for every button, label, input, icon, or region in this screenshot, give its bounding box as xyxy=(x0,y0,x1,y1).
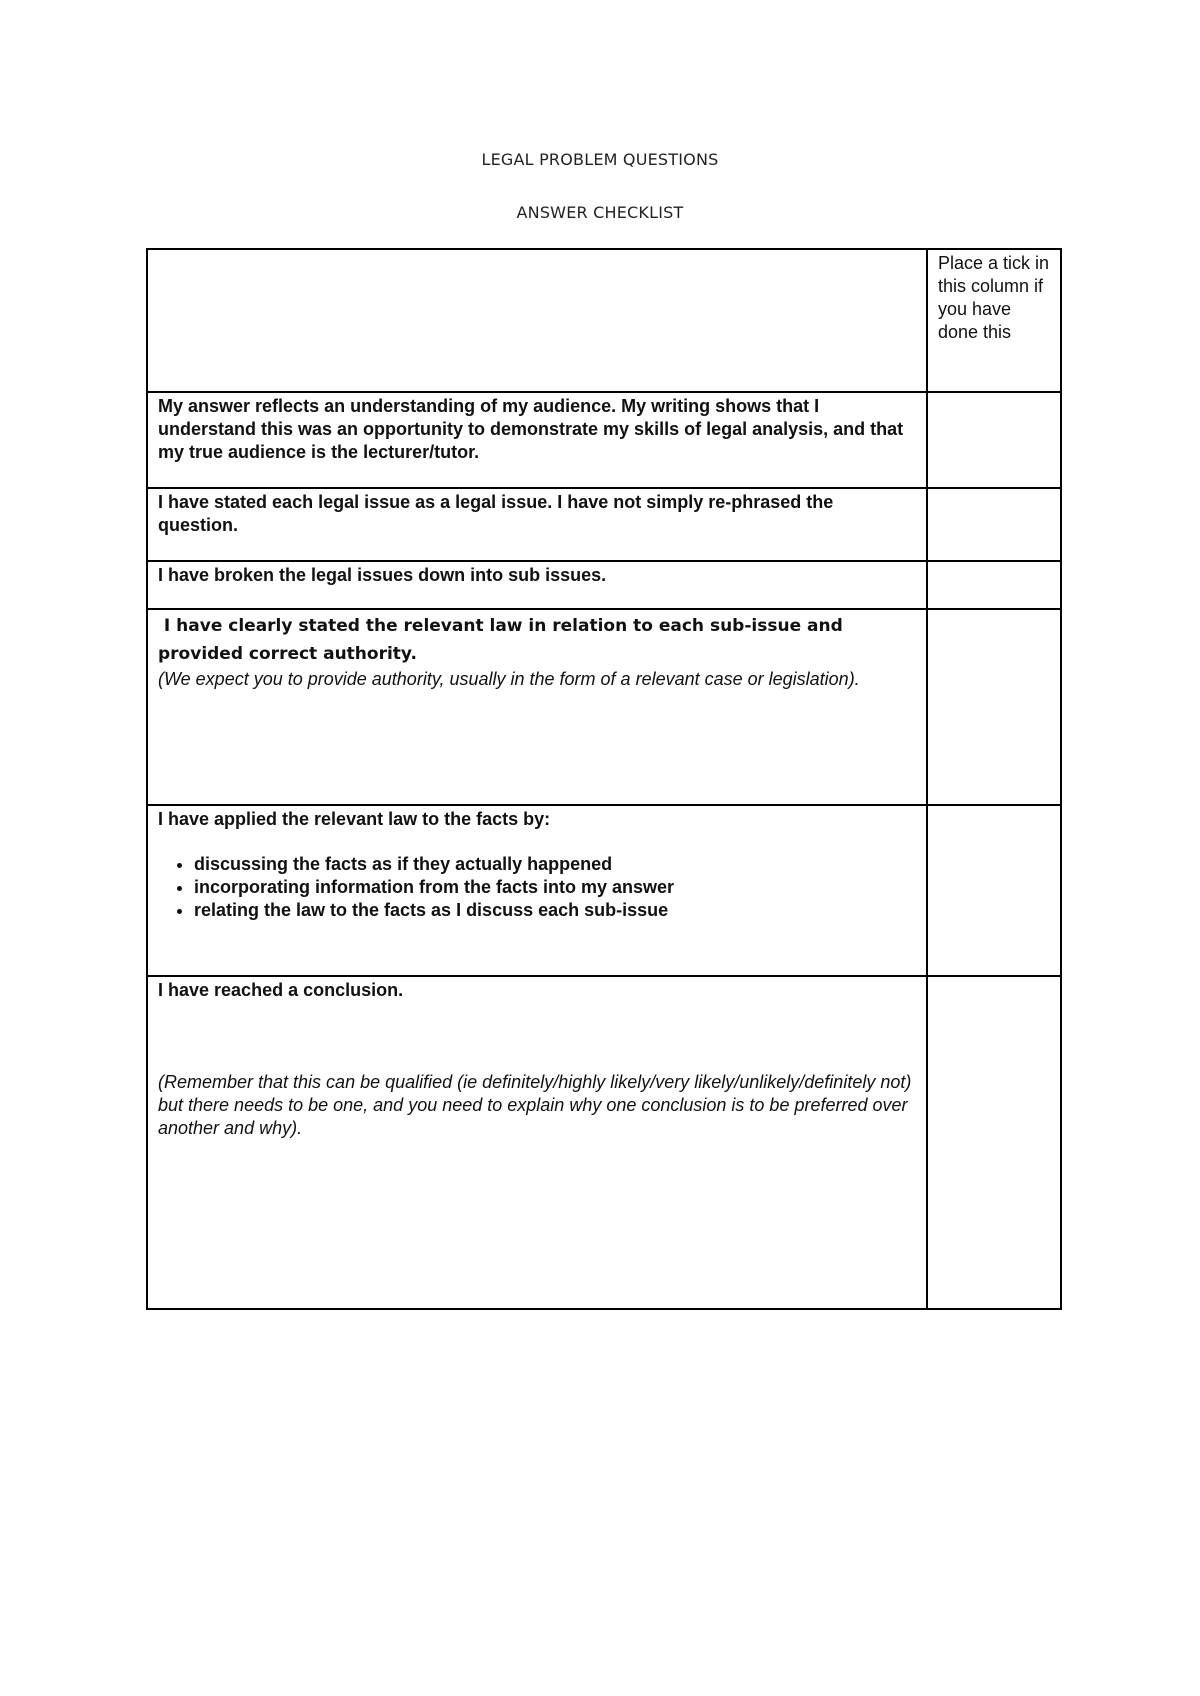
answer-checklist-table xyxy=(146,248,1062,1310)
checklist-item-cell xyxy=(147,976,927,1309)
checklist-item-text: My answer reflects an understanding of my audience. My writing shows that I understand this was an opportunity to demonstrate my skills of legal analysis, and that my true audience is the lecturer/tutor. xyxy=(158,396,904,462)
checklist-item-text: I have stated each legal issue as a legal issue. I have not simply re-phrased the question. xyxy=(158,492,834,535)
table-header-row xyxy=(147,249,1061,392)
table-row xyxy=(147,561,1061,609)
table-row xyxy=(147,392,1061,488)
checklist-item-cell xyxy=(147,392,927,488)
table-row xyxy=(147,609,1061,805)
header-tick-cell xyxy=(927,249,1061,392)
checklist-item-note: (We expect you to provide authority, usually in the form of a relevant case or legislation). xyxy=(158,669,860,689)
bullet-list xyxy=(158,853,916,922)
tick-box[interactable] xyxy=(927,488,1061,561)
document-subtitle: ANSWER CHECKLIST xyxy=(516,203,684,222)
checklist-item-cell xyxy=(147,561,927,609)
table-row xyxy=(147,488,1061,561)
table-row xyxy=(147,976,1061,1309)
list-item: • discussing the facts as if they actually happened xyxy=(194,853,916,876)
tick-box[interactable] xyxy=(927,392,1061,488)
tick-box[interactable] xyxy=(927,609,1061,805)
checklist-item-note: (Remember that this can be qualified (ie definitely/highly likely/very likely/unlikely/definitely not) but there needs to be one, and you need to explain why one conclusion is to be preferred over another and why). xyxy=(158,1072,912,1138)
tick-box[interactable] xyxy=(927,805,1061,976)
checklist-item-text: I have reached a conclusion. xyxy=(158,980,404,1000)
list-item: • incorporating information from the facts into my answer xyxy=(194,876,916,899)
document-title: LEGAL PROBLEM QUESTIONS xyxy=(481,150,719,169)
checklist-item-text: I have applied the relevant law to the facts by: xyxy=(158,809,551,829)
checklist-item-cell xyxy=(147,805,927,976)
list-item: • relating the law to the facts as I discuss each sub-issue xyxy=(194,899,916,922)
checklist-item-cell xyxy=(147,609,927,805)
checklist-item-text: I have clearly stated the relevant law in relation to each sub-issue and provided correct authority. xyxy=(158,616,849,664)
tick-column-heading: Place a tick in this column if you have done this xyxy=(938,253,1050,342)
header-item-cell xyxy=(147,249,927,392)
tick-box[interactable] xyxy=(927,561,1061,609)
checklist-item-text: I have broken the legal issues down into sub issues. xyxy=(158,565,607,585)
table-row xyxy=(147,805,1061,976)
checklist-item-cell xyxy=(147,488,927,561)
tick-box[interactable] xyxy=(927,976,1061,1309)
